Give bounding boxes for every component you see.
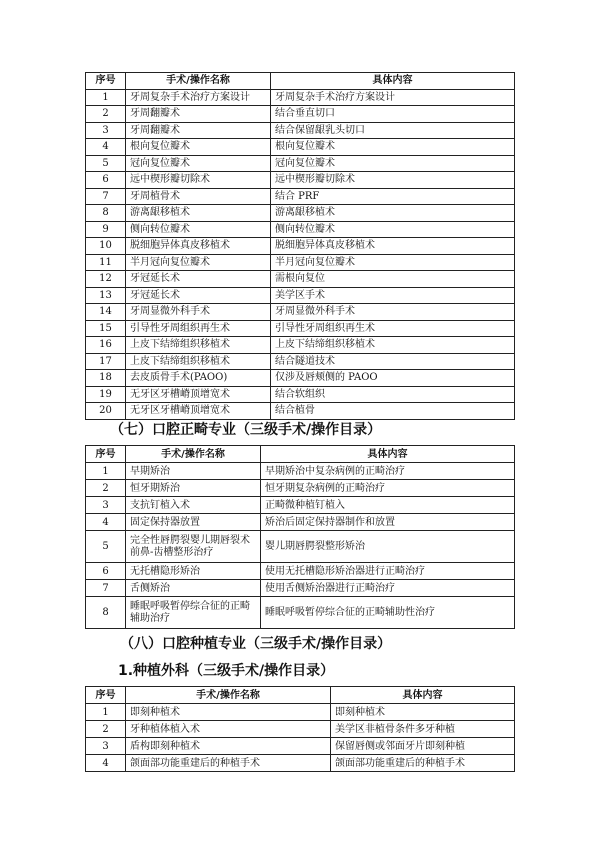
row-index: 5 [86,155,126,172]
row-index: 12 [86,271,126,288]
implant-surgery-table [85,686,515,772]
table-row [86,755,515,772]
subsection-heading-implant-surgery: 1.种植外科（三级手术/操作目录） [118,663,335,679]
table-row [86,271,515,288]
table-row [86,386,515,403]
procedure-details: 根向复位瓣术 [271,139,515,156]
row-index: 4 [86,514,126,531]
row-index: 10 [86,238,126,255]
procedure-name: 颌面部功能重建后的种植手术 [126,755,331,772]
table-row [86,463,515,480]
table-row [86,597,515,629]
procedure-name: 半月冠向复位瓣术 [126,254,271,271]
row-index: 2 [86,721,126,738]
row-index: 11 [86,254,126,271]
procedure-name: 无牙区牙槽嵴顶增宽术 [126,403,271,420]
procedure-details: 侧向转位瓣术 [271,221,515,238]
orthodontics-table [85,445,515,629]
procedure-name: 盾构即刻种植术 [126,738,331,755]
row-index: 4 [86,755,126,772]
table-row [86,721,515,738]
table-header-row [86,73,515,90]
table-row [86,254,515,271]
procedure-name: 牙周翻瓣术 [126,122,271,139]
row-index: 3 [86,497,126,514]
procedure-name: 牙周翻瓣术 [126,106,271,123]
table-row [86,337,515,354]
table-row [86,320,515,337]
procedure-details: 恒牙期复杂病例的正畸治疗 [261,480,515,497]
procedure-details: 婴儿期唇腭裂整形矫治 [261,531,515,563]
table-row [86,106,515,123]
row-index: 2 [86,480,126,497]
procedure-name: 冠向复位瓣术 [126,155,271,172]
procedure-details: 正畸微种植钉植入 [261,497,515,514]
procedure-name: 根向复位瓣术 [126,139,271,156]
table-row [86,563,515,580]
table-row [86,304,515,321]
row-index: 6 [86,563,126,580]
procedure-details: 结合植骨 [271,403,515,420]
row-index: 18 [86,370,126,387]
procedure-name: 牙种植体植入术 [126,721,331,738]
header-index: 序号 [86,446,126,463]
periodontal-surgery-table [85,72,515,420]
procedure-details: 使用无托槽隐形矫治器进行正畸治疗 [261,563,515,580]
row-index: 8 [86,597,126,629]
table-row [86,238,515,255]
row-index: 1 [86,89,126,106]
table-row [86,155,515,172]
procedure-name: 无托槽隐形矫治 [126,563,261,580]
row-index: 6 [86,172,126,189]
procedure-name: 牙周复杂手术治疗方案设计 [126,89,271,106]
procedure-details: 使用舌侧矫治器进行正畸治疗 [261,580,515,597]
table-body [86,463,515,629]
header-procedure-name: 手术/操作名称 [126,687,331,704]
table-row [86,580,515,597]
procedure-name: 固定保持器放置 [126,514,261,531]
procedure-details: 美学区非植骨条件多牙种植 [331,721,515,738]
procedure-name: 牙冠延长术 [126,287,271,304]
table-row [86,353,515,370]
row-index: 17 [86,353,126,370]
header-details: 具体内容 [261,446,515,463]
procedure-name: 完全性唇腭裂婴儿期唇裂术前鼻-齿槽整形治疗 [126,531,261,563]
row-index: 8 [86,205,126,222]
procedure-details: 结合垂直切口 [271,106,515,123]
row-index: 9 [86,221,126,238]
table-row [86,370,515,387]
row-index: 7 [86,580,126,597]
table-row [86,704,515,721]
procedure-name: 牙周显微外科手术 [126,304,271,321]
procedure-details: 远中楔形瓣切除术 [271,172,515,189]
table-row [86,480,515,497]
table-row [86,531,515,563]
procedure-details: 美学区手术 [271,287,515,304]
row-index: 14 [86,304,126,321]
table-row [86,205,515,222]
table-row [86,89,515,106]
procedure-name: 恒牙期矫治 [126,480,261,497]
header-index: 序号 [86,73,126,90]
procedure-name: 上皮下结缔组织移植术 [126,353,271,370]
header-procedure-name: 手术/操作名称 [126,73,271,90]
header-details: 具体内容 [271,73,515,90]
row-index: 16 [86,337,126,354]
procedure-name: 游离龈移植术 [126,205,271,222]
procedure-name: 舌侧矫治 [126,580,261,597]
procedure-details: 脱细胞异体真皮移植术 [271,238,515,255]
procedure-name: 即刻种植术 [126,704,331,721]
table-row [86,139,515,156]
procedure-name: 上皮下结缔组织移植术 [126,337,271,354]
procedure-name: 牙周植骨术 [126,188,271,205]
row-index: 15 [86,320,126,337]
section-heading-implant: （八）口腔种植专业（三级手术/操作目录） [120,636,392,652]
procedure-details: 睡眠呼吸暂停综合征的正畸辅助性治疗 [261,597,515,629]
table-body [86,89,515,419]
procedure-details: 矫治后固定保持器制作和放置 [261,514,515,531]
table-row [86,122,515,139]
procedure-details: 上皮下结缔组织移植术 [271,337,515,354]
procedure-details: 结合隧道技术 [271,353,515,370]
table-row [86,287,515,304]
table-row [86,497,515,514]
table-row [86,514,515,531]
section-heading-orthodontics: （七）口腔正畸专业（三级手术/操作目录） [110,422,382,438]
procedure-details: 颌面部功能重建后的种植手术 [331,755,515,772]
procedure-details: 冠向复位瓣术 [271,155,515,172]
table-header-row [86,687,515,704]
table-row [86,403,515,420]
row-index: 3 [86,738,126,755]
procedure-details: 牙周复杂手术治疗方案设计 [271,89,515,106]
procedure-name: 远中楔形瓣切除术 [126,172,271,189]
procedure-name: 支抗钉植入术 [126,497,261,514]
row-index: 1 [86,463,126,480]
table-row [86,221,515,238]
procedure-details: 结合 PRF [271,188,515,205]
procedure-details: 即刻种植术 [331,704,515,721]
header-procedure-name: 手术/操作名称 [126,446,261,463]
row-index: 13 [86,287,126,304]
procedure-details: 半月冠向复位瓣术 [271,254,515,271]
procedure-name: 去皮质骨手术(PAOO) [126,370,271,387]
table-row [86,188,515,205]
row-index: 2 [86,106,126,123]
row-index: 5 [86,531,126,563]
procedure-details: 结合软组织 [271,386,515,403]
row-index: 4 [86,139,126,156]
header-details: 具体内容 [331,687,515,704]
procedure-details: 牙周显微外科手术 [271,304,515,321]
procedure-name: 侧向转位瓣术 [126,221,271,238]
procedure-details: 早期矫治中复杂病例的正畸治疗 [261,463,515,480]
table-header-row [86,446,515,463]
procedure-name: 无牙区牙槽嵴顶增宽术 [126,386,271,403]
procedure-details: 引导性牙周组织再生术 [271,320,515,337]
row-index: 3 [86,122,126,139]
table-body [86,704,515,772]
row-index: 19 [86,386,126,403]
procedure-details: 需根向复位 [271,271,515,288]
table-row [86,172,515,189]
row-index: 1 [86,704,126,721]
row-index: 20 [86,403,126,420]
procedure-name: 牙冠延长术 [126,271,271,288]
table-row [86,738,515,755]
procedure-name: 睡眠呼吸暂停综合征的正畸辅助治疗 [126,597,261,629]
procedure-name: 引导性牙周组织再生术 [126,320,271,337]
procedure-details: 结合保留龈乳头切口 [271,122,515,139]
procedure-details: 保留唇侧或邻面牙片即刻种植 [331,738,515,755]
header-index: 序号 [86,687,126,704]
procedure-details: 仅涉及唇颊侧的 PAOO [271,370,515,387]
procedure-details: 游离龈移植术 [271,205,515,222]
procedure-name: 早期矫治 [126,463,261,480]
row-index: 7 [86,188,126,205]
procedure-name: 脱细胞异体真皮移植术 [126,238,271,255]
